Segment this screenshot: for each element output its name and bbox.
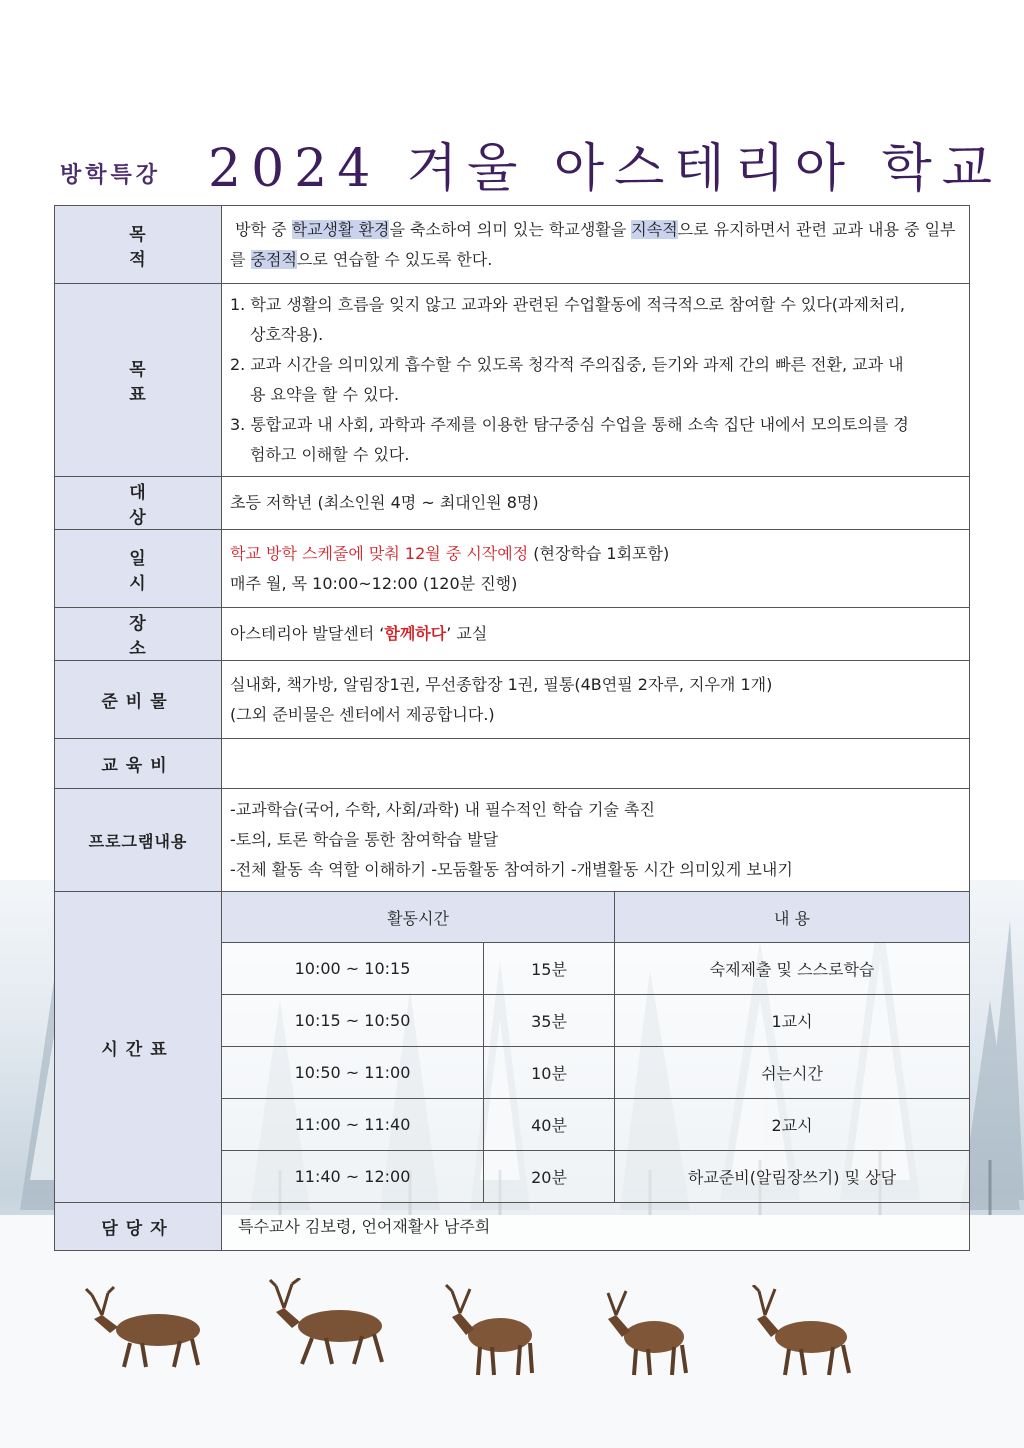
place-label: 장 소 [55,608,222,661]
page-subtitle: 방학특강 [60,163,162,188]
activity: 하교준비(알림장쓰기) 및 상담 [615,1151,970,1203]
timetable-header [222,892,969,943]
table-row [222,943,969,995]
purpose-highlight: 중점적 [250,249,297,269]
timetable-header-content: 내 용 [615,892,970,943]
timetable [222,892,969,1202]
program-row [55,789,970,892]
purpose-text [222,206,970,284]
time-range: 11:00 ~ 11:40 [222,1099,484,1151]
time-range: 10:00 ~ 10:15 [222,943,484,995]
place-row [55,608,970,661]
program-label: 프로그램내용 [55,789,222,892]
duration: 15분 [484,943,615,995]
time-range: 11:40 ~ 12:00 [222,1151,484,1203]
deer-illustration [262,1278,392,1368]
target-value: 초등 저학년 (최소인원 4명 ~ 최대인원 8명) [222,477,970,530]
duration: 20분 [484,1151,615,1203]
timetable-label: 시간표 [55,892,222,1203]
timetable-cell [222,892,970,1203]
purpose-row [55,206,970,284]
activity: 쉬는시간 [615,1047,970,1099]
goal-item: 3. 통합교과 내 사회, 과학과 주제를 이용한 탐구중심 수업을 통해 소속 집단 내에서 모의토의를 경험하고 이해할 수 있다. [230,415,909,464]
table-row [222,995,969,1047]
program-info-table [54,205,970,1251]
program-line: -전체 활동 속 역할 이해하기 -모둠활동 참여하기 -개별활동 시간 의미있게 보내기 [230,860,793,879]
classroom-name: 함께하다 [384,624,447,643]
purpose-text-part: 방학 중 [235,219,292,239]
datetime-row [55,530,970,608]
datetime-line-1 [230,539,961,569]
goals-row [55,284,970,477]
staff-value: 특수교사 김보령, 언어재활사 남주희 [222,1203,970,1251]
supplies-line-1: 실내화, 책가방, 알림장1권, 무선종합장 1권, 필통(4B연필 2자루, 지우개 1개) [230,674,773,694]
table-row [222,1099,969,1151]
program-line: -교과학습(국어, 수학, 사회/과학) 내 필수적인 학습 기술 촉진 [230,800,655,819]
purpose-text-part: 으로 연습할 수 있도록 한다. [296,249,493,269]
activity: 2교시 [615,1099,970,1151]
time-range: 10:15 ~ 10:50 [222,995,484,1047]
supplies-label: 준비물 [55,661,222,739]
deer-illustration [745,1285,855,1377]
deer-illustration [598,1287,693,1377]
table-row [222,1047,969,1099]
datetime-line-2: 매주 월, 목 10:00~12:00 (120분 진행) [230,573,518,593]
timetable-row [55,892,970,1203]
page-title: 2024 겨울 아스테리아 학교 [208,139,1003,199]
place-text: 아스테리아 발달센터 ‘ [230,624,385,643]
supplies-line-2: (그외 준비물은 센터에서 제공합니다.) [230,704,495,724]
datetime-label: 일 시 [55,530,222,608]
datetime-value [222,530,970,608]
duration: 40분 [484,1099,615,1151]
supplies-value [222,661,970,739]
deer-illustration [80,1285,210,1370]
fee-value [222,739,970,789]
target-label: 대 상 [55,477,222,530]
fee-row [55,739,970,789]
staff-row [55,1203,970,1251]
goal-item: 2. 교과 시간을 의미있게 흡수할 수 있도록 청각적 주의집중, 듣기와 과제 간의 빠른 전환, 교과 내용 요약을 할 수 있다. [230,355,904,404]
goals-list [222,284,970,477]
page-header [0,120,1024,200]
supplies-row [55,661,970,739]
duration: 10분 [484,1047,615,1099]
place-text: ’ 교실 [446,624,488,643]
deer-illustration [440,1283,540,1378]
purpose-text-part: 으로 유지하면서 관련 교과 내용 중 일부를 [230,219,956,269]
field-trip-note: (현장학습 1회포함) [528,543,670,563]
goals-label: 목 표 [55,284,222,477]
staff-label: 담당자 [55,1203,222,1251]
purpose-label: 목 적 [55,206,222,284]
place-value [222,608,970,661]
timetable-header-time: 활동시간 [222,892,615,943]
purpose-highlight: 지속적 [631,219,678,239]
activity: 숙제제출 및 스스로학습 [615,943,970,995]
table-row [222,1151,969,1203]
program-line: -토의, 토론 학습을 통한 참여학습 발달 [230,830,499,849]
purpose-text-part: 을 축소하여 의미 있는 학교생활을 [389,219,632,239]
activity: 1교시 [615,995,970,1047]
purpose-highlight: 학교생활 환경 [291,219,390,239]
goal-item: 1. 학교 생활의 흐름을 잊지 않고 교과와 관련된 수업활동에 적극적으로 참여할 수 있다(과제처리, 상호작용). [230,295,905,344]
time-range: 10:50 ~ 11:00 [222,1047,484,1099]
duration: 35분 [484,995,615,1047]
start-notice: 학교 방학 스케줄에 맞춰 12월 중 시작예정 [230,543,529,563]
program-value [222,789,970,892]
target-row [55,477,970,530]
fee-label: 교육비 [55,739,222,789]
